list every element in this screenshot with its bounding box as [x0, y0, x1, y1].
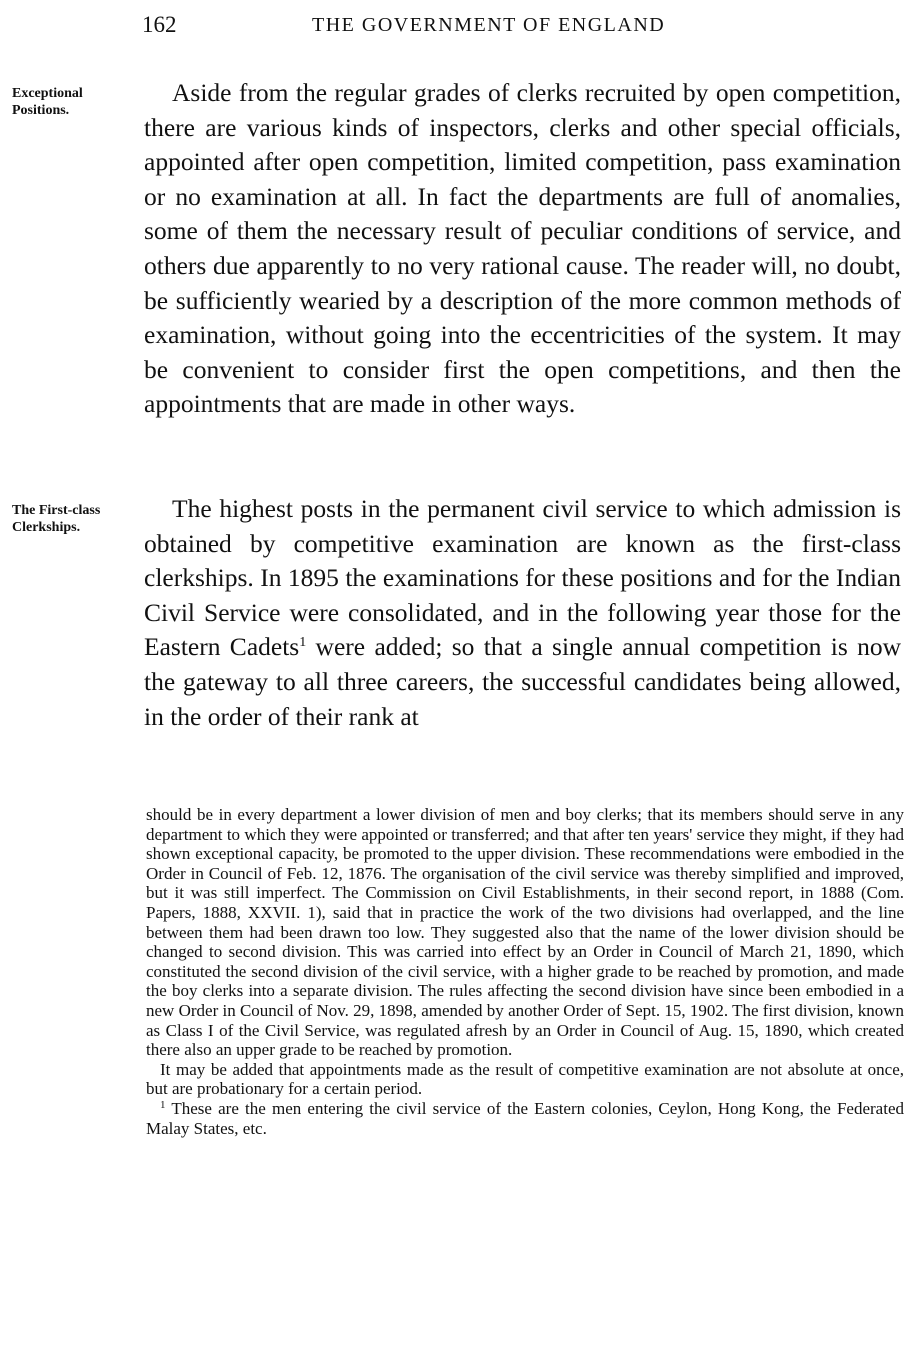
footnote-1-text: These are the men entering the civil service of the Eastern colonies, Ceylon, Hong Kong, the Federated Malay States, etc.	[146, 1098, 904, 1138]
footnote-1	[146, 1099, 904, 1138]
footnote-addendum: It may be added that appointments made as the result of competitive examination are not absolute at once, but are probationary for a certain period.	[146, 1059, 904, 1099]
page-number: 162	[142, 12, 177, 37]
footnote-continuation: should be in every department a lower division of men and boy clerks; that its members should serve in any department to which they were appointed or transferred; and that after ten years' service they might, if they had shown exceptional capacity, be promoted to the upper division. These recommendations were embodied in the Order in Council of Feb. 12, 1876. The organisation of the civil service was thereby simplified and improved, but it was still imperfect. The Commission on Civil Establishments, in their second report, in 1888 (Com. Papers, 1888, XXVII. 1), said that in practice the work of the two divisions had overlapped, and the line between them had been drawn too low. They suggested also that the name of the lower division should be changed to second division. This was carried into effect by an Order in Council of March 21, 1890, which constituted the second division of the civil service, with a higher grade to be reached by promotion, and made the boy clerks into a separate division. The rules affecting the second division have since been embodied in a new Order in Council of Nov. 29, 1898, amended by another Order of Sept. 15, 1902. The first division, known as Class I of the Civil Service, was regulated afresh by an Order in Council of Aug. 15, 1890, which created there also an upper grade to be reached by promotion.	[146, 805, 904, 1060]
sidenote-first-class-clerkships: The First-class Clerkships.	[12, 503, 101, 535]
footnotes-block	[146, 805, 904, 1138]
paragraph-exceptional-positions	[144, 76, 901, 422]
running-title: THE GOVERNMENT OF ENGLAND	[312, 14, 666, 36]
footnote-reference: 1	[299, 635, 307, 651]
footnote-1-marker: 1	[160, 1098, 166, 1111]
paragraph-first-class-clerkships	[144, 492, 901, 734]
paragraph-text: Aside from the regular grades of clerks recruited by open competition, there are various kinds of inspectors, clerks and other special officials, appointed after open competition, limited competition, pass examination or no examination at all. In fact the departments are full of anomalies, some of them the necessary result of peculiar conditions of service, and others due apparently to no very rational cause. The reader will, no doubt, be sufficiently wearied by a description of the more common methods of examination, without going into the eccentricities of the system. It may be convenient to consider first the open competitions, and then the appointments that are made in other ways.	[144, 78, 901, 419]
paragraph-text-after-note: were added; so that a single annual competition is now the gateway to all three careers, the successful candidates being allowed, in the order of their rank at	[144, 632, 902, 731]
page-header	[0, 12, 918, 42]
sidenote-exceptional-positions: Exceptional Positions.	[12, 86, 83, 118]
paragraph-text-before-note: The highest posts in the permanent civil service to which admission is obtained by competitive examination are known as the first-class clerkships. In 1895 the examinations for these positions and for the Indian Civil Service were consolidated, and in the following year those for the Eastern Cadets	[144, 494, 901, 662]
paragraph-text	[144, 492, 901, 734]
